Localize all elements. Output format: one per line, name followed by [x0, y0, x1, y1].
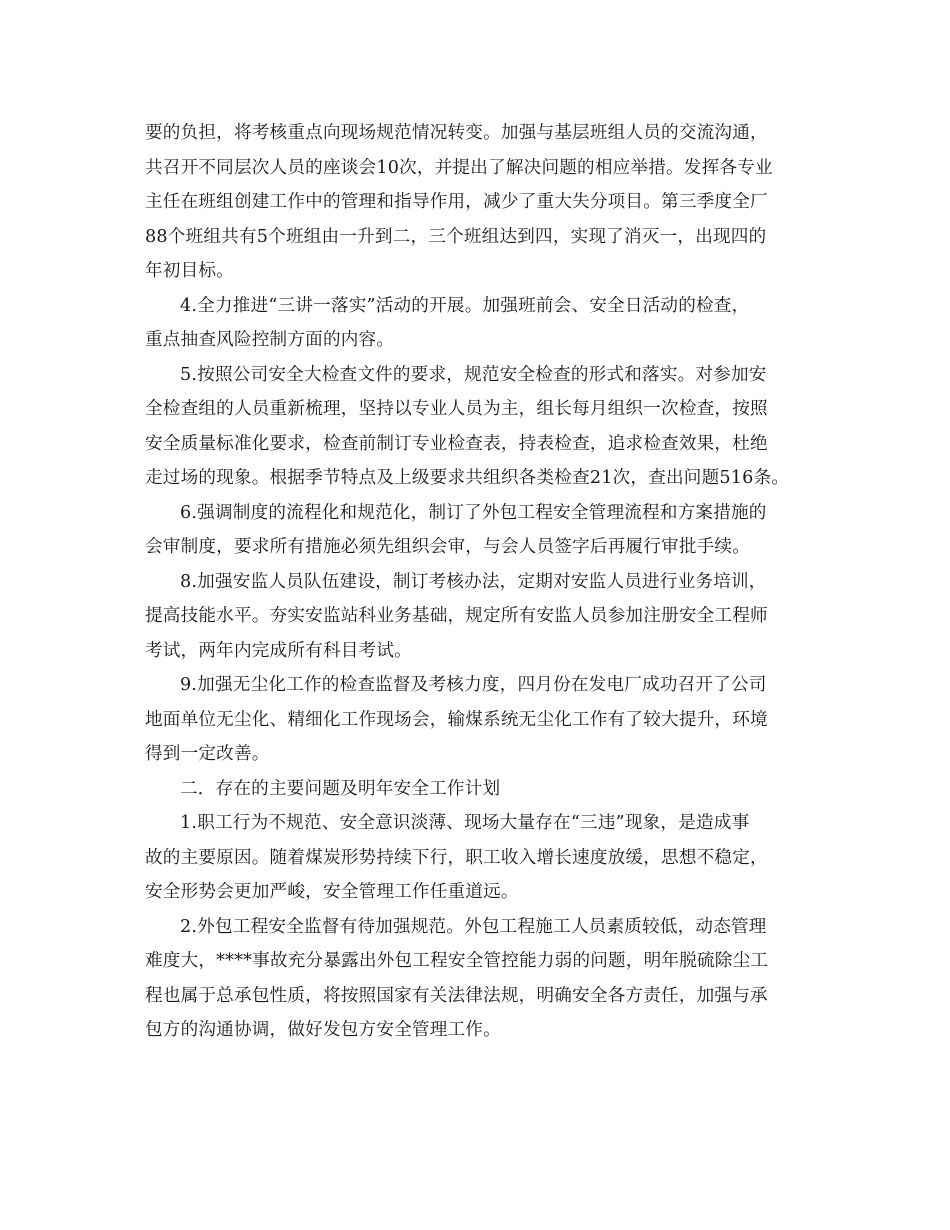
- text-line: 提高技能水平。夯实安监站科业务基础，规定所有安监人员参加注册安全工程师: [145, 606, 768, 626]
- section-heading: 二．存在的主要问题及明年安全工作计划: [180, 778, 501, 799]
- text-line: 包方的沟通协调，做好发包方安全管理工作。: [145, 1020, 501, 1040]
- text-line: 全检查组的人员重新梳理，坚持以专业人员为主，组长每月组织一次检查，按照: [145, 399, 768, 419]
- text-line: 地面单位无尘化、精细化工作现场会，输煤系统无尘化工作有了较大提升，环境: [145, 709, 768, 730]
- text-line: 共召开不同层次人员的座谈会10次，并提出了解决问题的相应举措。发挥各专业: [145, 157, 773, 178]
- text-line: 会审制度，要求所有措施必须先组织会审，与会人员签字后再履行审批手续。: [145, 537, 750, 557]
- paragraph-start-line: 5.按照公司安全大检查文件的要求，规范安全检查的形式和落实。对参加安: [180, 364, 767, 385]
- text-line: 要的负担，将考核重点向现场规范情况转变。加强与基层班组人员的交流沟通，: [145, 123, 768, 143]
- text-line: 安全质量标准化要求，检查前制订专业检查表，持表检查，追求检查效果，杜绝: [145, 433, 768, 454]
- text-line: 难度大，****事故充分暴露出外包工程安全管控能力弱的问题，明年脱硫除尘工: [145, 951, 769, 971]
- paragraph-start-line: 4.全力推进“三讲一落实”活动的开展。加强班前会、安全日活动的检查，: [180, 295, 750, 316]
- text-line: 年初目标。: [145, 261, 234, 281]
- paragraph-start-line: 1.职工行为不规范、安全意识淡薄、现场大量存在“三违”现象，是造成事: [180, 813, 750, 833]
- paragraph-start-line: 2.外包工程安全监督有待加强规范。外包工程施工人员素质较低，动态管理: [180, 916, 767, 937]
- text-line: 考试，两年内完成所有科目考试。: [145, 640, 412, 661]
- text-line: 走过场的现象。根据季节特点及上级要求共组织各类检查21次，查出问题516条。: [145, 468, 790, 488]
- paragraph-start-line: 9.加强无尘化工作的检查监督及考核力度，四月份在发电厂成功召开了公司: [180, 675, 767, 695]
- text-line: 程也属于总承包性质，将按照国家有关法律法规，明确安全各方责任，加强与承: [145, 985, 768, 1006]
- text-line: 得到一定改善。: [145, 744, 270, 764]
- paragraph-start-line: 6.强调制度的流程化和规范化，制订了外包工程安全管理流程和方案措施的: [180, 502, 767, 523]
- text-line: 主任在班组创建工作中的管理和指导作用，减少了重大失分项目。第三季度全厂: [145, 192, 768, 212]
- text-line: 故的主要原因。随着煤炭形势持续下行，职工收入增长速度放缓，思想不稳定，: [145, 847, 768, 868]
- text-line: 重点抽查风险控制方面的内容。: [145, 330, 395, 350]
- document-body: [145, 116, 807, 1048]
- text-line: 安全形势会更加严峻，安全管理工作任重道远。: [145, 882, 519, 902]
- text-line: 88个班组共有5个班组由一升到二，三个班组达到四，实现了消灭一，出现四的: [145, 226, 767, 247]
- paragraph-start-line: 8.加强安监人员队伍建设，制订考核办法，定期对安监人员进行业务培训，: [180, 571, 767, 592]
